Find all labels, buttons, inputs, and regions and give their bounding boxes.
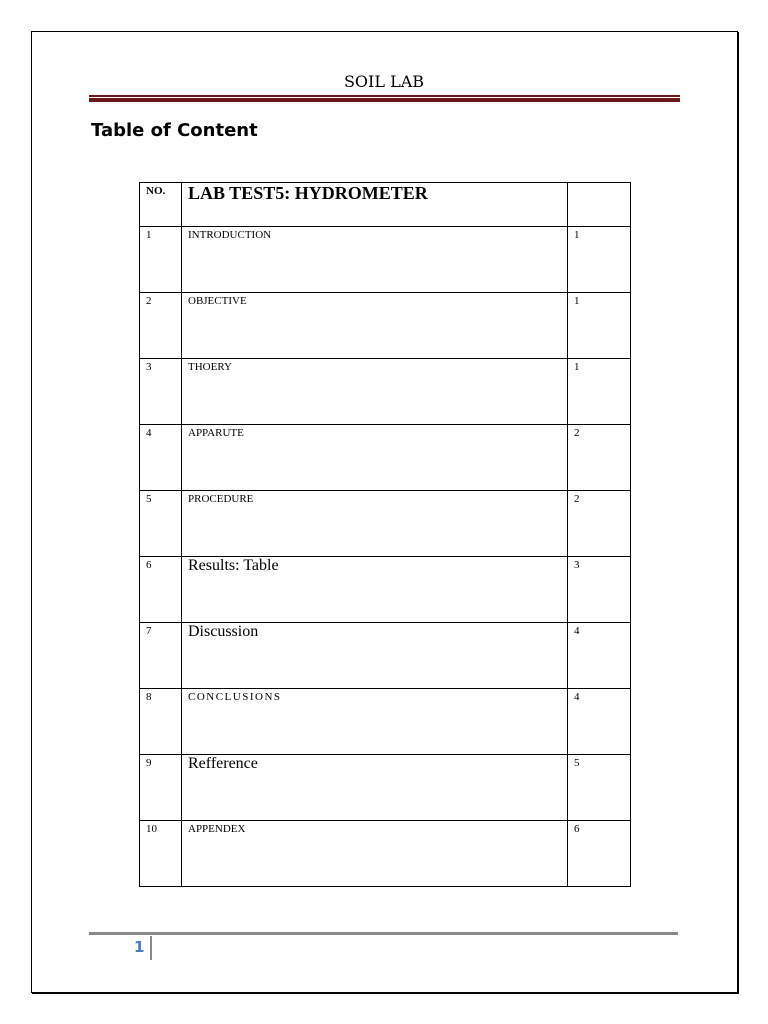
toc-row-page: 2 [568, 425, 631, 491]
toc-row-number: 4 [140, 425, 182, 491]
toc-row-page: 6 [568, 821, 631, 887]
toc-row [140, 755, 631, 821]
toc-row-page: 4 [568, 623, 631, 689]
toc-row-label: INTRODUCTION [182, 227, 568, 293]
toc-row-page: 1 [568, 293, 631, 359]
toc-row-label: APPARUTE [182, 425, 568, 491]
header-rule-thick [89, 98, 680, 102]
footer-separator [150, 936, 152, 960]
toc-row-label: Discussion [182, 623, 568, 689]
toc-row-label: Refference [182, 755, 568, 821]
toc-row [140, 557, 631, 623]
toc-row-label: APPENDEX [182, 821, 568, 887]
toc-row-page: 1 [568, 359, 631, 425]
toc-row-page: 4 [568, 689, 631, 755]
toc-row-page: 5 [568, 755, 631, 821]
toc-row [140, 293, 631, 359]
page-header-title: SOIL LAB [343, 72, 425, 91]
toc-row-label: CONCLUSIONS [182, 689, 568, 755]
toc-row-label: Results: Table [182, 557, 568, 623]
toc-row [140, 227, 631, 293]
toc-row [140, 689, 631, 755]
toc-row-number: 7 [140, 623, 182, 689]
page-number: 1 [134, 938, 145, 956]
toc-column-no: NO. [140, 183, 182, 227]
toc-row-number: 1 [140, 227, 182, 293]
toc-row [140, 425, 631, 491]
footer-rule [89, 932, 678, 935]
toc-row [140, 491, 631, 557]
toc-row-label: THOERY [182, 359, 568, 425]
toc-row-number: 6 [140, 557, 182, 623]
toc-row-number: 2 [140, 293, 182, 359]
toc-row-page: 2 [568, 491, 631, 557]
toc-row [140, 359, 631, 425]
toc-row-label: PROCEDURE [182, 491, 568, 557]
toc-row [140, 623, 631, 689]
toc-row-number: 5 [140, 491, 182, 557]
toc-row-number: 8 [140, 689, 182, 755]
toc-row-number: 3 [140, 359, 182, 425]
toc-lab-title: LAB TEST5: HYDROMETER [182, 183, 568, 227]
toc-row [140, 821, 631, 887]
toc-table [139, 182, 631, 887]
toc-row-number: 9 [140, 755, 182, 821]
toc-column-page [568, 183, 631, 227]
toc-header-row [140, 183, 631, 227]
header-rule-thin [89, 95, 680, 97]
toc-heading: Table of Content [91, 120, 258, 141]
toc-row-number: 10 [140, 821, 182, 887]
toc-row-page: 1 [568, 227, 631, 293]
toc-row-page: 3 [568, 557, 631, 623]
toc-row-label: OBJECTIVE [182, 293, 568, 359]
